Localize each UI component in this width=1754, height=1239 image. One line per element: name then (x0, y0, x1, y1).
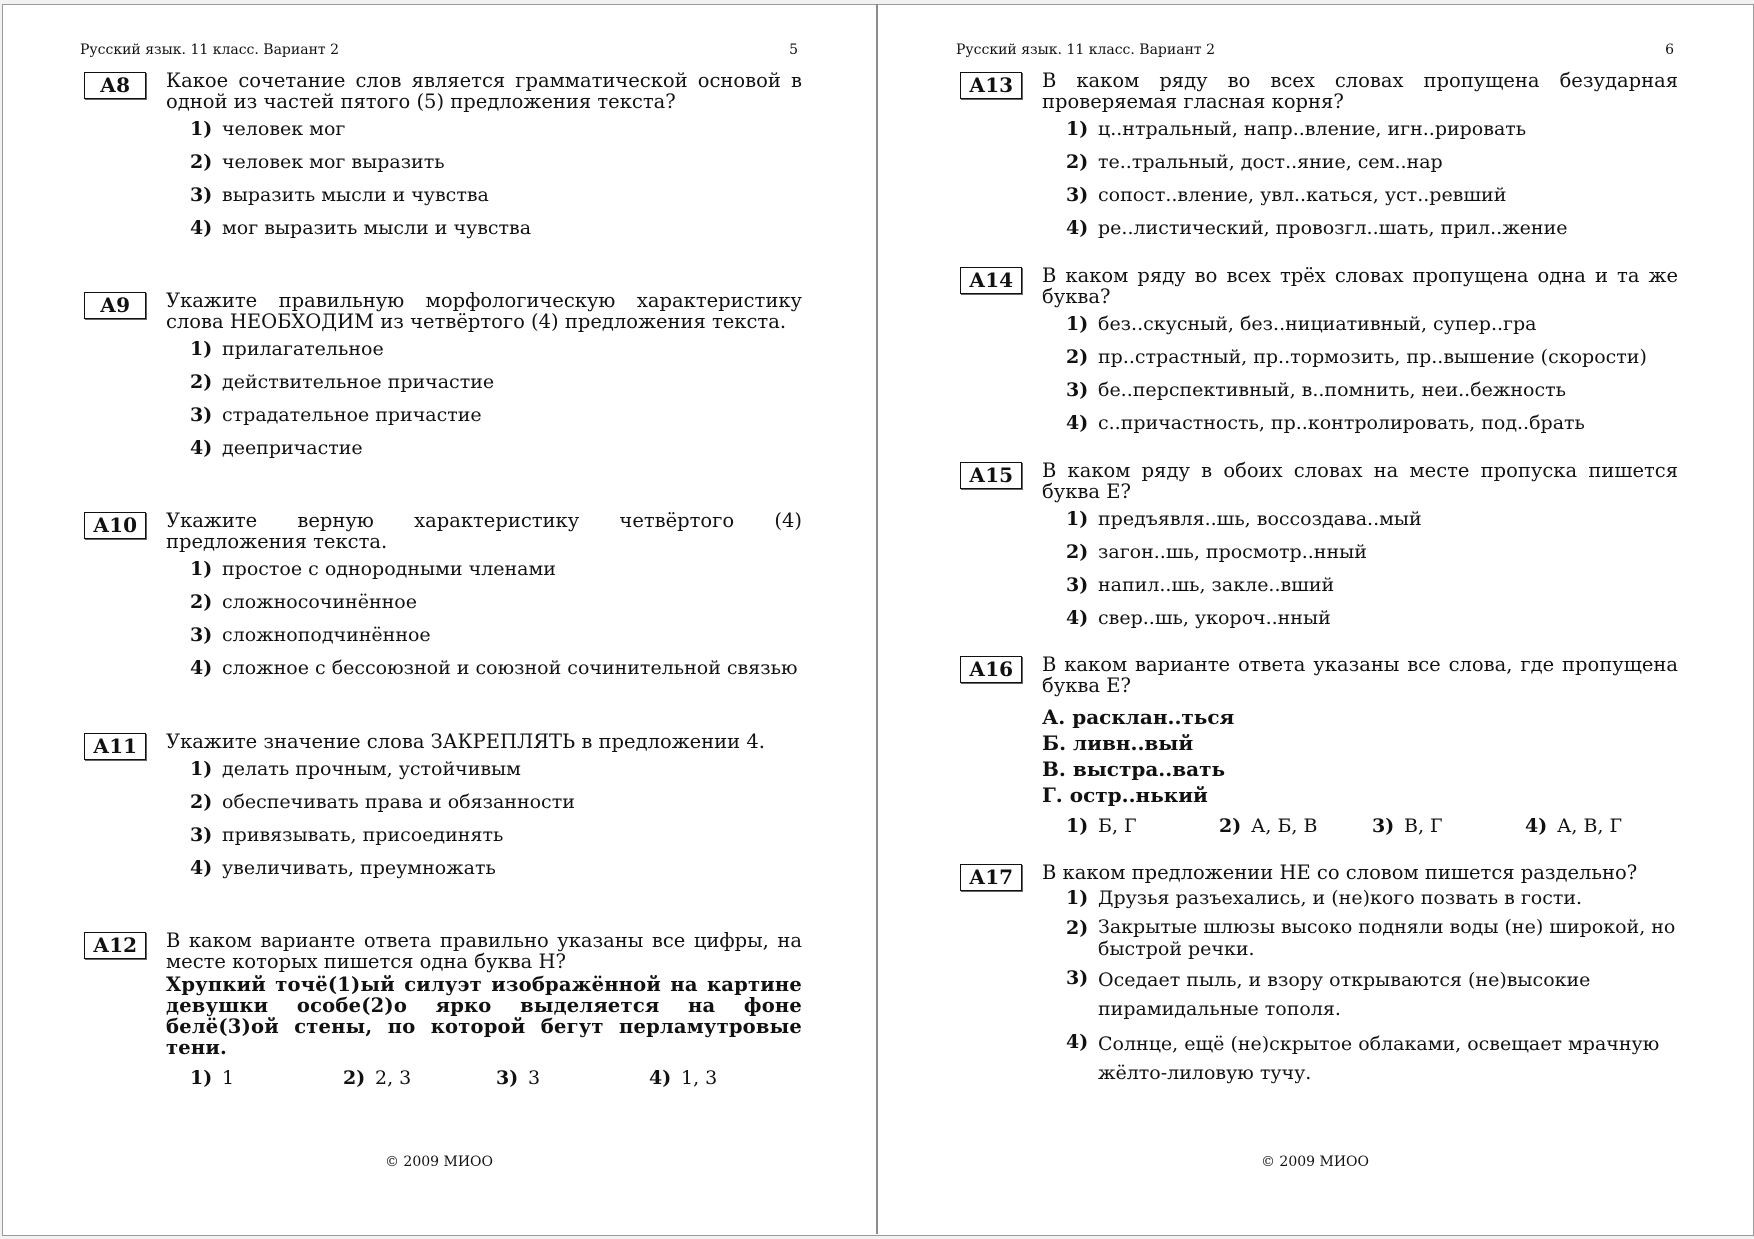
answer-option[interactable]: 2) действительное причастие (190, 371, 495, 393)
answer-options (190, 337, 802, 460)
answer-option[interactable]: 4) мог выразить мысли и чувства (190, 217, 532, 239)
header-title: Русский язык. 11 класс. Вариант 2 (80, 42, 340, 58)
question-a17 (960, 862, 1678, 1094)
answer-option[interactable]: 2) Закрытые шлюзы высоко подняли воды (не) широкой, но быстрой речки. (1066, 916, 1676, 960)
answer-options (190, 557, 802, 680)
answer-option[interactable]: 2) те..тральный, дост..яние, сем..нар (1066, 151, 1443, 173)
question-sentence: Хрупкий точё(1)ый силуэт изображённой на картине девушки особе(2)о ярко выделяется на фоне белё(3)ой стены, по которой бегут перламутровые тени. (166, 973, 802, 1059)
question-text: В каком ряду во всех словах пропущена безударная проверяемая гласная корня? (1042, 69, 1678, 113)
answer-options (1066, 886, 1678, 1088)
question-text: В каком ряду в обоих словах на месте пропуска пишется буква Е? (1042, 459, 1678, 503)
question-text: В каком предложении НЕ со словом пишется раздельно? (1042, 861, 1638, 884)
answer-option[interactable]: 2) загон..шь, просмотр..нный (1066, 541, 1367, 563)
question-a15 (960, 460, 1678, 639)
answer-option[interactable]: 1) 1 (190, 1067, 235, 1089)
answer-option[interactable]: 3) 3 (496, 1067, 541, 1089)
question-label: А15 (960, 462, 1022, 489)
question-text: В каком варианте ответа указаны все слова, где пропущена буква Е? (1042, 653, 1678, 697)
answer-option[interactable]: 4) А, В, Г (1525, 815, 1623, 837)
question-label: А17 (960, 864, 1022, 891)
question-text: Укажите значение слова ЗАКРЕПЛЯТЬ в предложении 4. (166, 730, 765, 753)
answer-option[interactable]: 1) человек мог (190, 118, 346, 140)
answer-option[interactable]: 3) выразить мысли и чувства (190, 184, 489, 206)
answer-option[interactable]: 3) сложноподчинённое (190, 624, 431, 646)
question-label: А16 (960, 656, 1022, 683)
question-label: А9 (84, 292, 146, 319)
question-a11 (84, 731, 802, 889)
question-a13 (960, 70, 1678, 249)
question-a14 (960, 265, 1678, 444)
answer-option[interactable]: 3) сопост..вление, увл..каться, уст..ревший (1066, 184, 1507, 206)
answer-option[interactable]: 4) увеличивать, преумножать (190, 857, 496, 879)
page-number: 6 (1665, 42, 1674, 58)
answer-option[interactable]: 2) 2, 3 (343, 1067, 412, 1089)
answer-option[interactable]: 1) простое с однородными членами (190, 558, 556, 580)
question-a8 (84, 70, 802, 249)
answer-option[interactable]: 1) Друзья разъехались, и (не)кого позвать в гости. (1066, 887, 1583, 909)
question-text: Укажите верную характеристику четвёртого (4) предложения текста. (166, 509, 802, 553)
page-5 (2, 4, 876, 1234)
header-title: Русский язык. 11 класс. Вариант 2 (956, 42, 1216, 58)
page-6 (878, 4, 1752, 1234)
answer-option[interactable]: 4) 1, 3 (649, 1067, 718, 1089)
answer-option[interactable]: 3) бе..перспективный, в..помнить, неи..бежность (1066, 379, 1566, 401)
answer-option[interactable]: 4) с..причастность, пр..контролировать, под..брать (1066, 412, 1585, 434)
answer-option[interactable]: 4) сложное с бессоюзной и союзной сочинительной связью (190, 657, 798, 679)
answer-options (190, 757, 802, 880)
answer-option[interactable]: 1) делать прочным, устойчивым (190, 758, 521, 780)
question-text: Укажите правильную морфологическую характеристику слова НЕОБХОДИМ из четвёртого (4) предложения текста. (166, 289, 802, 333)
answer-option[interactable]: 3) привязывать, присоединять (190, 824, 504, 846)
answer-option[interactable]: 4) ре..листический, провозгл..шать, прил..жение (1066, 217, 1568, 239)
word-item: Г. остр..нький (1042, 783, 1208, 807)
answer-option[interactable]: 2) человек мог выразить (190, 151, 445, 173)
answer-option[interactable]: 2) пр..страстный, пр..тормозить, пр..вышение (скорости) (1066, 346, 1647, 368)
answer-option[interactable]: 4) Солнце, ещё (не)скрытое облаками, освещает мрачную жёлто-лиловую тучу. (1066, 1031, 1660, 1084)
question-text: В каком варианте ответа правильно указаны все цифры, на месте которых пишется одна буква Н? (166, 929, 802, 973)
question-a9 (84, 290, 802, 469)
word-item: А. расклан..ться (1042, 705, 1235, 729)
answer-options (1066, 117, 1678, 240)
question-label: А11 (84, 733, 146, 760)
answer-options (1066, 507, 1678, 630)
answer-option[interactable]: 2) сложносочинённое (190, 591, 417, 613)
answer-options (1066, 312, 1678, 435)
answer-options (190, 1066, 802, 1090)
answer-option[interactable]: 1) прилагательное (190, 338, 384, 360)
answer-option[interactable]: 3) Оседает пыль, и взору открываются (не)высокие пирамидальные тополя. (1066, 967, 1591, 1020)
answer-option[interactable]: 1) Б, Г (1066, 815, 1137, 837)
answer-option[interactable]: 3) страдательное причастие (190, 404, 482, 426)
question-text: Какое сочетание слов является грамматической основой в одной из частей пятого (5) предложения текста? (166, 69, 802, 113)
answer-options (1066, 814, 1678, 838)
answer-option[interactable]: 2) А, Б, В (1219, 815, 1318, 837)
answer-option[interactable]: 2) обеспечивать права и обязанности (190, 791, 575, 813)
answer-option[interactable]: 1) ц..нтральный, напр..вление, игн..рировать (1066, 118, 1527, 140)
question-text: В каком ряду во всех трёх словах пропущена одна и та же буква? (1042, 264, 1678, 308)
page-header (80, 42, 798, 62)
question-label: А10 (84, 512, 146, 539)
page-footer: © 2009 МИОО (384, 1154, 494, 1170)
question-a16 (960, 654, 1678, 838)
answer-options (190, 117, 802, 240)
question-label: А14 (960, 267, 1022, 294)
word-item: Б. ливн..вый (1042, 731, 1194, 755)
answer-option[interactable]: 1) предъявля..шь, воссоздава..мый (1066, 508, 1422, 530)
question-label: А8 (84, 72, 146, 99)
answer-option[interactable]: 3) В, Г (1372, 815, 1443, 837)
answer-option[interactable]: 1) без..скусный, без..нициативный, супер..гра (1066, 313, 1537, 335)
answer-option[interactable]: 4) деепричастие (190, 437, 363, 459)
page-number: 5 (789, 42, 798, 58)
question-label: А13 (960, 72, 1022, 99)
page-header (956, 42, 1674, 62)
question-a12 (84, 930, 802, 1090)
page-footer: © 2009 МИОО (1260, 1154, 1370, 1170)
word-item: В. выстра..вать (1042, 757, 1226, 781)
word-list (1042, 704, 1678, 808)
answer-option[interactable]: 3) напил..шь, закле..вший (1066, 574, 1335, 596)
answer-option[interactable]: 4) свер..шь, укороч..нный (1066, 607, 1331, 629)
question-label: А12 (84, 932, 146, 959)
question-a10 (84, 510, 802, 689)
